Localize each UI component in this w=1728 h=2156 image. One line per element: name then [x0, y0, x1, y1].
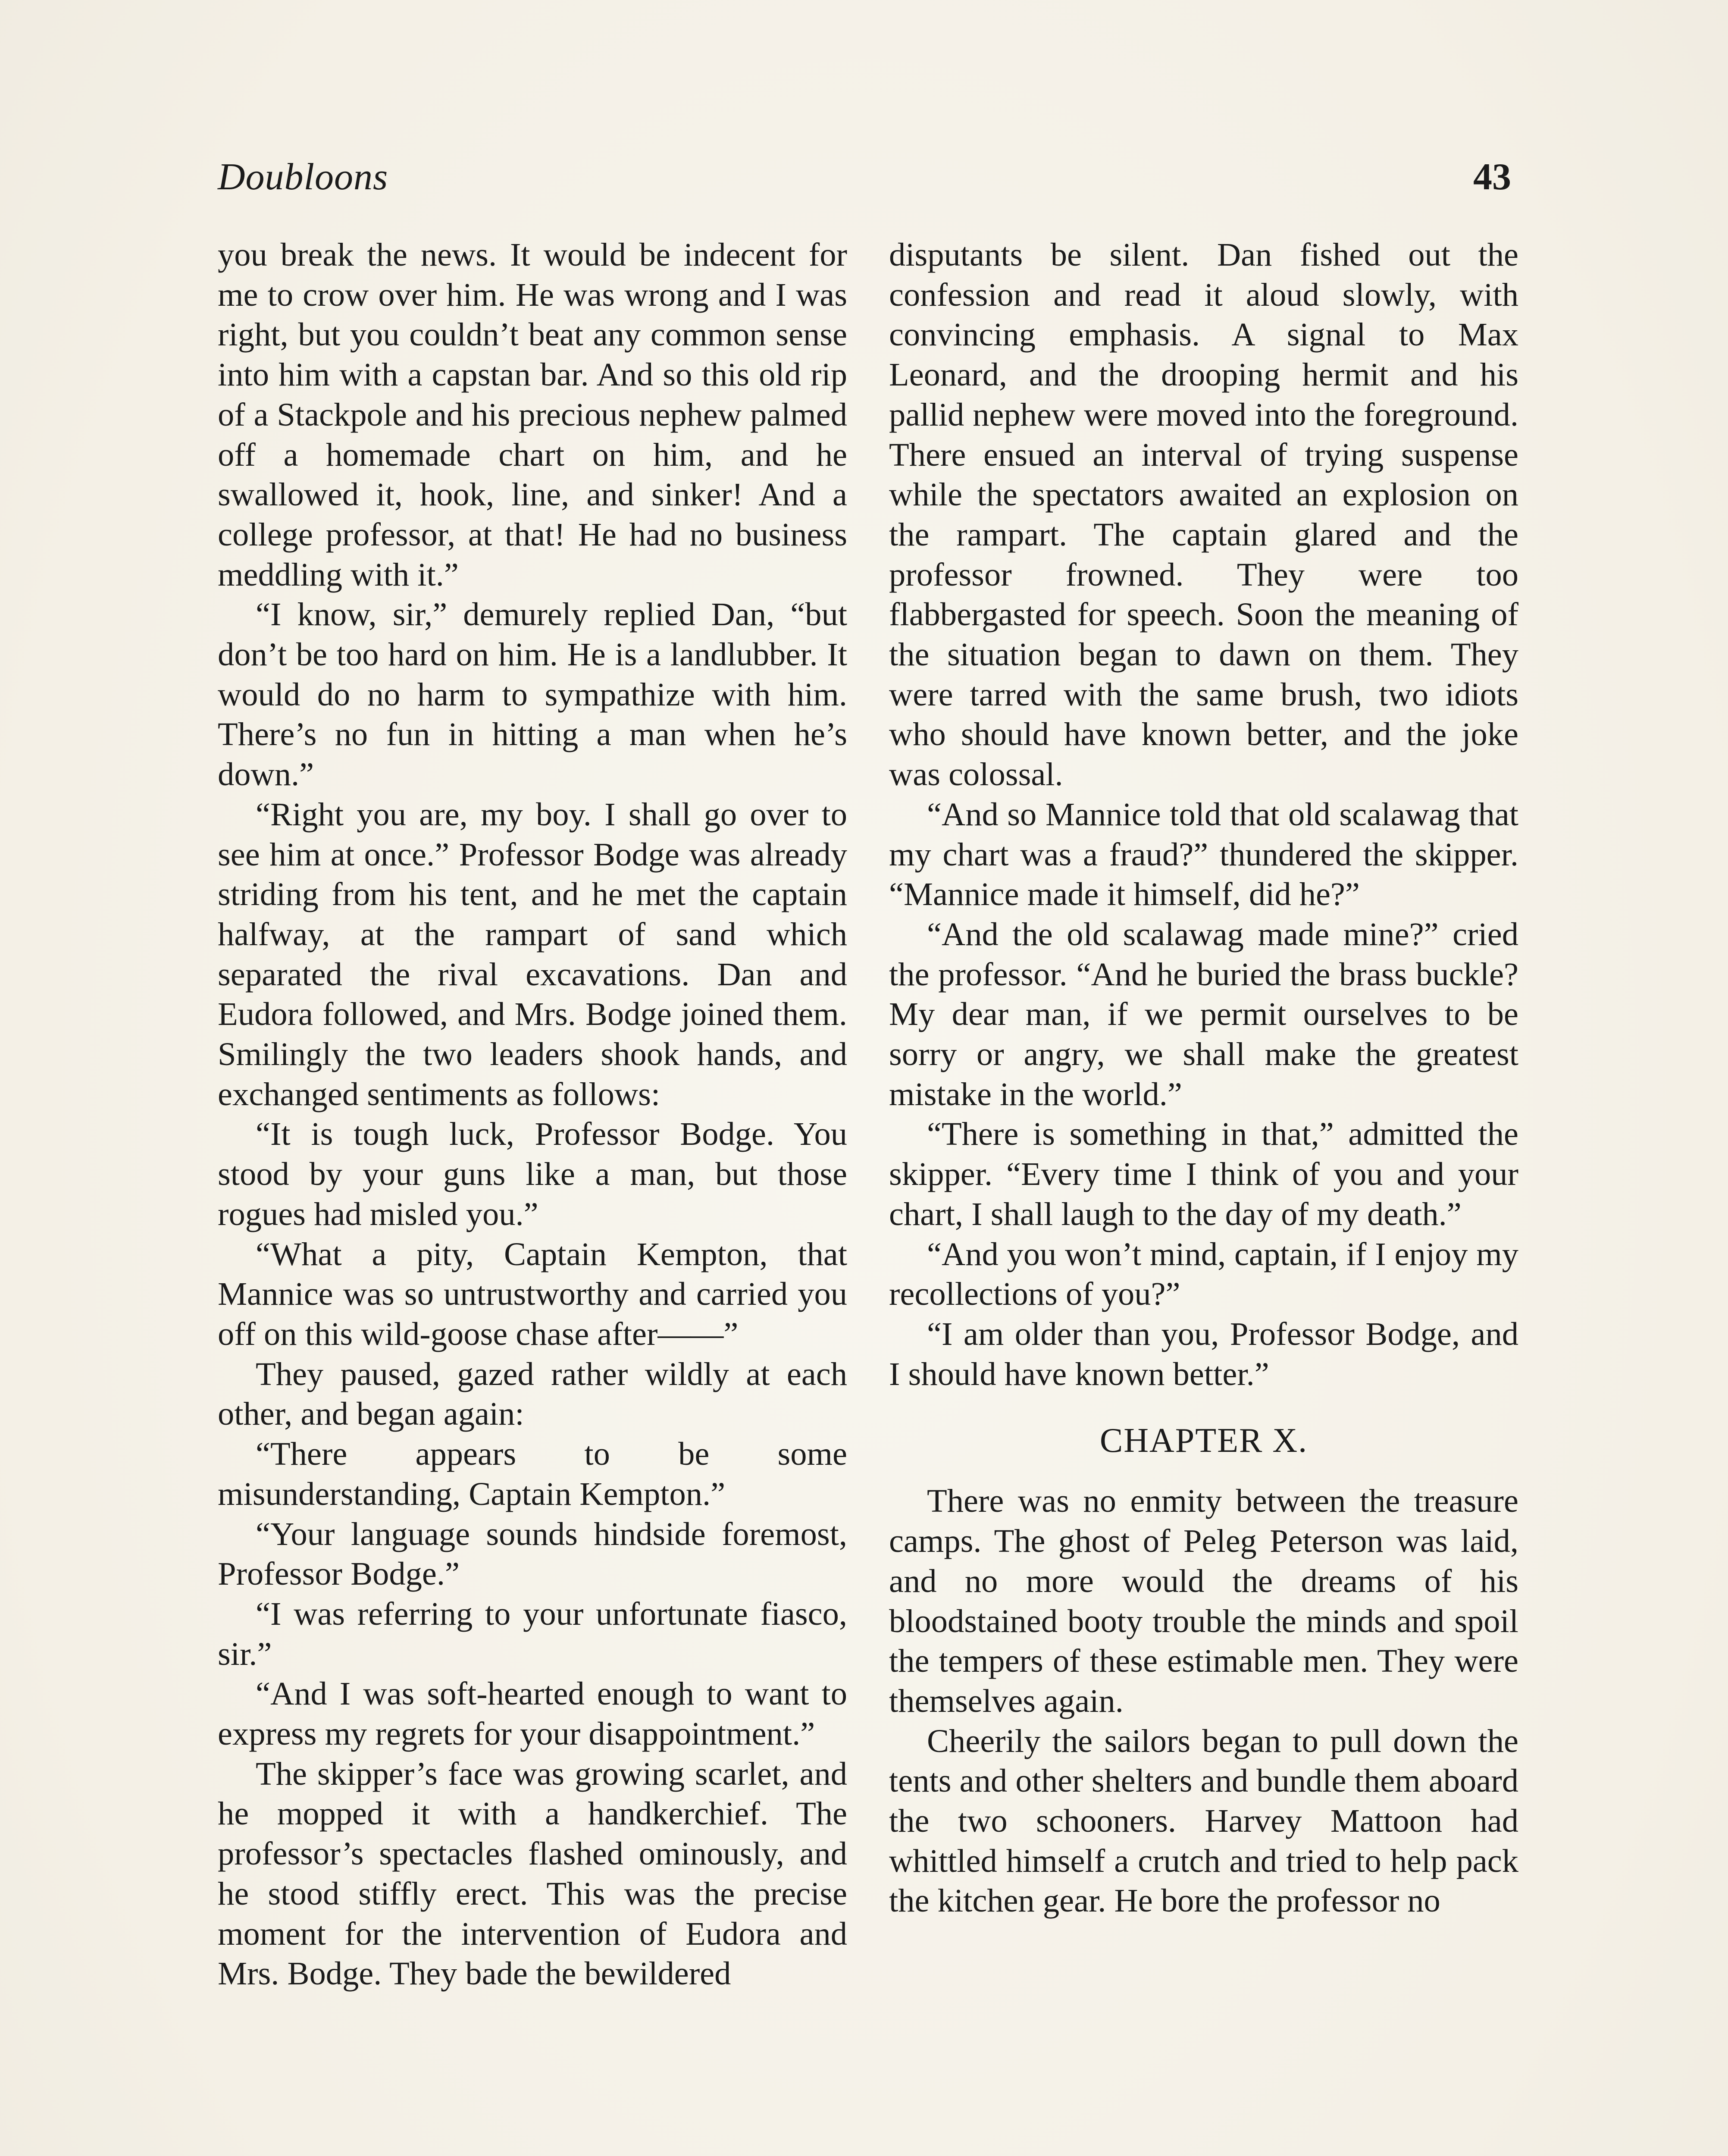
left-column	[218, 235, 847, 1994]
paragraph: “I am older than you, Professor Bodge, and I should have known better.”	[889, 1315, 1518, 1392]
paragraph: “And the old scalawag made mine?” cried the professor. “And he buried the brass buckle? My dear man, if we permit ourselves to be sorry or angry, we shall make the greatest mistake in the world.”	[889, 915, 1518, 1112]
running-title: Doubloons	[218, 156, 388, 198]
paragraph: “And you won’t mind, captain, if I enjoy my recollections of you?”	[889, 1235, 1518, 1313]
paragraph: “Your language sounds hindside foremost, Professor Bodge.”	[218, 1515, 847, 1592]
paragraph: “There appears to be some misunderstanding, Captain Kempton.”	[218, 1435, 847, 1512]
paragraph: “I was referring to your unfortunate fiasco, sir.”	[218, 1595, 847, 1672]
paragraph: There was no enmity between the treasure camps. The ghost of Peleg Peterson was laid, and no more would the dreams of his bloodstained booty trouble the minds and spoil the tempers of these estimable men. They were themselves again.	[889, 1482, 1518, 1719]
paragraph: “I know, sir,” demurely replied Dan, “but don’t be too hard on him. He is a landlubber. It would do no harm to sympathize with him. There’s no fun in hitting a man when he’s down.”	[218, 596, 847, 793]
right-column	[889, 235, 1518, 1921]
paragraph: “What a pity, Captain Kempton, that Mannice was so untrustworthy and carried you off on this wild-goose chase after——”	[218, 1235, 847, 1352]
paragraph: “It is tough luck, Professor Bodge. You stood by your guns like a man, but those rogues had misled you.”	[218, 1116, 847, 1232]
paragraph: “There is something in that,” admitted the skipper. “Every time I think of you and your chart, I shall laugh to the day of my death.”	[889, 1116, 1518, 1232]
paragraph: disputants be silent. Dan fished out the confession and read it aloud slowly, with convincing emphasis. A signal to Max Leonard, and the drooping hermit and his pallid nephew were moved into the foreground. There ensued an interval of trying suspense while the spectators awaited an explosion on the rampart. The captain glared and the professor frowned. They were too flabbergasted for speech. Soon the meaning of the situation began to dawn on them. They were tarred with the same brush, two idiots who should have known better, and the joke was colossal.	[889, 236, 1518, 793]
paragraph: “And so Mannice told that old scalawag that my chart was a fraud?” thundered the skipper. “Mannice made it himself, did he?”	[889, 796, 1518, 913]
paragraph: They paused, gazed rather wildly at each other, and began again:	[218, 1355, 847, 1432]
paragraph: The skipper’s face was growing scarlet, and he mopped it with a handkerchief. The professor’s spectacles flashed ominously, and he stood stiffly erect. This was the precise moment for the intervention of Eudora and Mrs. Bodge. They bade the bewildered	[218, 1755, 847, 1992]
paragraph: “And I was soft-hearted enough to want to express my regrets for your disappointment.”	[218, 1675, 847, 1752]
paragraph: you break the news. It would be indecent for me to crow over him. He was wrong and I was right, but you couldn’t beat any common sense into him with a capstan bar. And so this old rip of a Stackpole and his precious nephew palmed off a homemade chart on him, and he swallowed it, hook, line, and sinker! And a college professor, at that! He had no business meddling with it.”	[218, 236, 847, 593]
page-number: 43	[1473, 156, 1511, 198]
page-header	[218, 155, 1511, 211]
paragraph: Cheerily the sailors began to pull down the tents and other shelters and bundle them aboard the two schooners. Harvey Mattoon had whittled himself a crutch and tried to help pack the kitchen gear. He bore the professor no	[889, 1722, 1518, 1919]
paragraph: “Right you are, my boy. I shall go over to see him at once.” Professor Bodge was already striding from his tent, and he met the captain halfway, at the rampart of sand which separated the rival excavations. Dan and Eudora followed, and Mrs. Bodge joined them. Smilingly the two leaders shook hands, and exchanged sentiments as follows:	[218, 796, 847, 1112]
chapter-heading: CHAPTER X.	[1099, 1422, 1308, 1460]
